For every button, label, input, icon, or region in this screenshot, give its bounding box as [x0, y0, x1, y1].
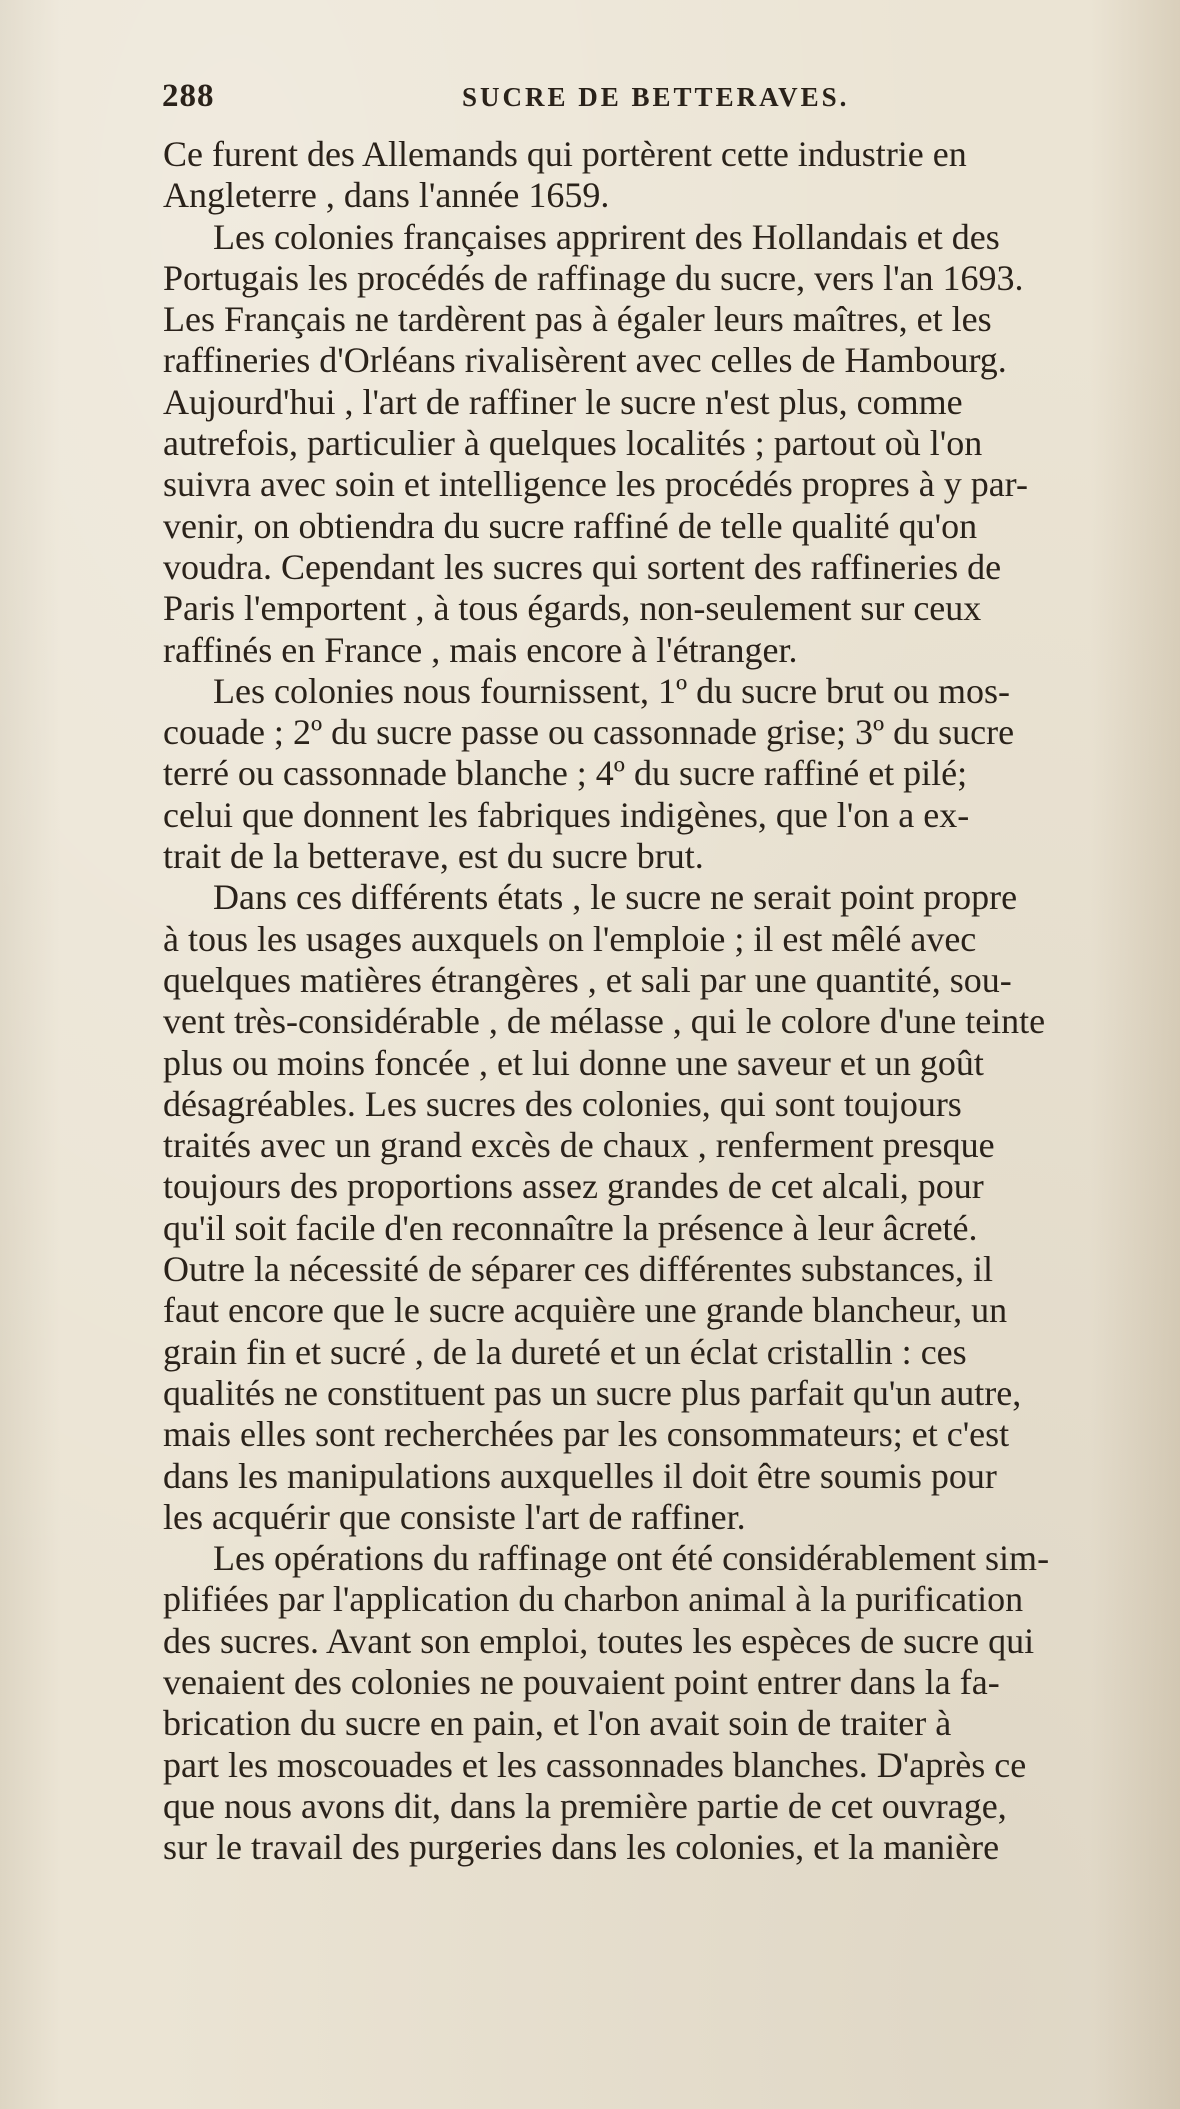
text-line: trait de la betterave, est du sucre brut. [163, 836, 704, 877]
text-line: couade ; 2º du sucre passe ou cassonnade grise; 3º du sucre [163, 712, 1015, 753]
text-line: part les moscouades et les cassonnades blanches. D'après ce [163, 1744, 1027, 1785]
text-line: plifiées par l'application du charbon animal à la purification [163, 1579, 1024, 1620]
text-line: Aujourd'hui , l'art de raffiner le sucre n'est plus, comme [163, 381, 963, 422]
text-line: traités avec un grand excès de chaux , renferment presque [163, 1125, 995, 1166]
text-line: désagréables. Les sucres des colonies, qui sont toujours [163, 1083, 962, 1124]
text-line: Outre la nécessité de séparer ces différentes substances, il [163, 1249, 993, 1290]
text-line: autrefois, particulier à quelques localités ; partout où l'on [163, 423, 983, 464]
text-line: mais elles sont recherchées par les consommateurs; et c'est [163, 1414, 1010, 1455]
text-line: toujours des proportions assez grandes de cet alcali, pour [163, 1166, 984, 1207]
running-head: SUCRE DE BETTERAVES. [462, 82, 850, 112]
text-line: venir, on obtiendra du sucre raffiné de telle qualité qu'on [163, 505, 978, 546]
body-text [163, 134, 1180, 1868]
text-line: suivra avec soin et intelligence les procédés propres à y par- [163, 464, 1028, 505]
text-line: Les colonies françaises apprirent des Hollandais et des [213, 216, 1000, 257]
text-line: venaient des colonies ne pouvaient point entrer dans la fa- [163, 1661, 1000, 1702]
text-line: vent très-considérable , de mélasse , qui le colore d'une teinte [163, 1001, 1046, 1042]
text-line: qu'il soit facile d'en reconnaître la présence à leur âcreté. [163, 1207, 978, 1248]
text-line: quelques matières étrangères , et sali par une quantité, sou- [163, 959, 1012, 1000]
text-line: qualités ne constituent pas un sucre plus parfait qu'un autre, [163, 1372, 1022, 1413]
text-line: brication du sucre en pain, et l'on avait soin de traiter à [163, 1703, 952, 1744]
text-line: Les opérations du raffinage ont été considérablement sim- [213, 1538, 1050, 1579]
page-number: 288 [162, 78, 215, 114]
text-line: faut encore que le sucre acquière une grande blancheur, un [163, 1290, 1008, 1331]
text-line: des sucres. Avant son emploi, toutes les espèces de sucre qui [163, 1620, 1035, 1661]
text-line: voudra. Cependant les sucres qui sortent des raffineries de [163, 546, 1002, 587]
text-line: terré ou cassonnade blanche ; 4º du sucre raffiné et pilé; [163, 753, 968, 794]
text-line: Angleterre , dans l'année 1659. [163, 175, 610, 216]
text-line: Ce furent des Allemands qui portèrent cette industrie en [163, 134, 967, 174]
text-line: à tous les usages auxquels on l'emploie ; il est mêlé avec [163, 918, 977, 959]
text-line: Portugais les procédés de raffinage du sucre, vers l'an 1693. [163, 257, 1024, 298]
text-line: plus ou moins foncée , et lui donne une saveur et un goût [163, 1042, 984, 1083]
page-header [162, 78, 1180, 126]
text-line: dans les manipulations auxquelles il doit être soumis pour [163, 1455, 997, 1496]
text-line: les acquérir que consiste l'art de raffiner. [163, 1496, 746, 1537]
text-line: Les colonies nous fournissent, 1º du sucre brut ou mos- [213, 670, 1011, 711]
text-line: que nous avons dit, dans la première partie de cet ouvrage, [163, 1785, 1007, 1826]
text-line: raffinés en France , mais encore à l'étranger. [163, 629, 798, 670]
text-line: Paris l'emportent , à tous égards, non-seulement sur ceux [163, 588, 982, 629]
text-line: grain fin et sucré , de la dureté et un éclat cristallin : ces [163, 1331, 967, 1372]
text-line: sur le travail des purgeries dans les colonies, et la manière [163, 1827, 1000, 1868]
text-line: celui que donnent les fabriques indigènes, que l'on a ex- [163, 794, 970, 835]
text-line: raffineries d'Orléans rivalisèrent avec celles de Hambourg. [163, 340, 1007, 381]
text-line: Les Français ne tardèrent pas à égaler leurs maîtres, et les [163, 299, 992, 340]
text-line: Dans ces différents états , le sucre ne serait point propre [213, 877, 1018, 918]
